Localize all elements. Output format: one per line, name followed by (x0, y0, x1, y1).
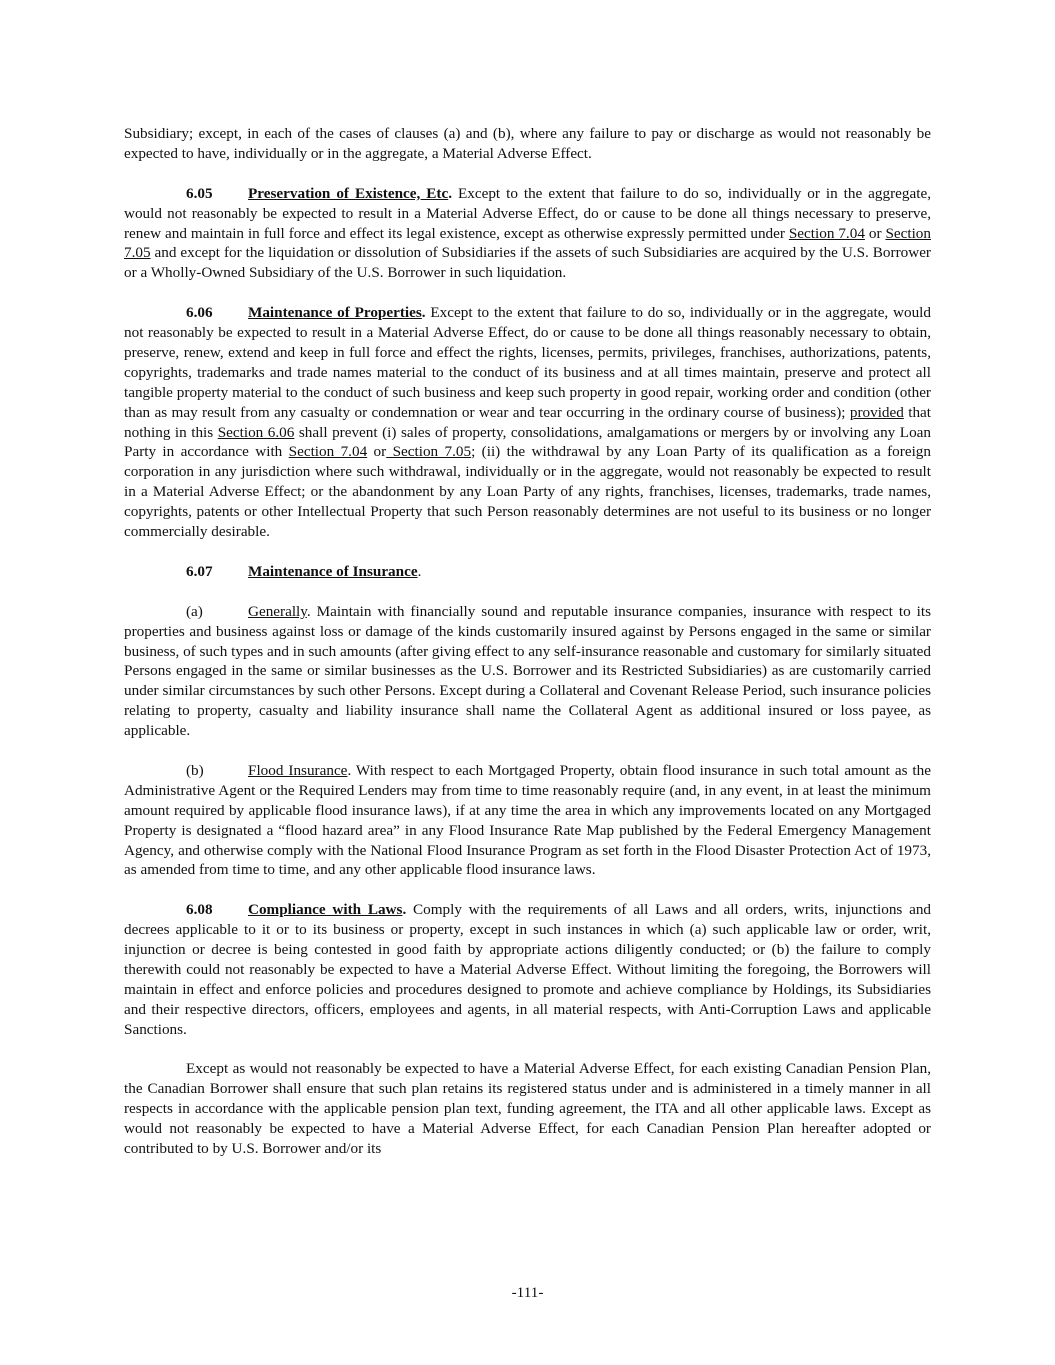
clause-heading: Generally (248, 602, 307, 620)
section-6-05 (124, 184, 931, 284)
clause-a-generally (124, 602, 931, 741)
body-text: Except to the extent that failure to do so, individually or in the aggregate, would not reasonably be expected to result in a Material Adverse Effect, do or cause to be done all things necessary to preserve, renew and maintain in full force and effect its legal existence, except as otherwise expressly permitted under (124, 184, 931, 242)
body-text: and except for the liquidation or dissolution of Subsidiaries if the assets of such Subsidiaries are acquired by the U.S. Borrower or a Wholly-Owned Subsidiary of the U.S. Borrower in such liquidation. (124, 244, 931, 282)
section-6-06 (124, 303, 931, 542)
section-heading: Preservation of Existence, Etc (248, 184, 449, 202)
clause-label: (b) (186, 761, 204, 779)
body-text: Comply with the requirements of all Laws and all orders, writs, injunctions and decrees applicable to it or to its business or property, except in such instances in which (a) such applicable law or order, writ, injunction or decree is being contested in good faith by appropriate actions diligently conducted; or (b) the failure to comply therewith could not reasonably be expected to have a Material Adverse Effect. Without limiting the foregoing, the Borrowers will maintain in effect and enforce policies and procedures designed to promote and achieve compliance by Holdings, its Subsidiaries and their respective directors, officers, employees and agents, in all material respects, with Anti-Corruption Laws and applicable Sanctions. (124, 901, 932, 1038)
body-text: that nothing in this (124, 403, 932, 441)
section-reference: Section 7.05 (124, 224, 931, 262)
section-number: 6.07 (186, 562, 213, 580)
page-number: -111- (511, 1284, 544, 1301)
body-text: . With respect to each Mortgaged Property, obtain flood insurance in such total amount as the Administrative Agent or the Required Lenders may from time to time reasonably require (and, in any event, in at least the minimum amount required by applicable flood insurance laws), if at any time the area in which any improvements located on any Mortgaged Property is designated a “flood hazard area” in any Flood Insurance Rate Map published by the Federal Emergency Management Agency, and otherwise comply with the National Flood Insurance Program as set forth in the Flood Disaster Protection Act of 1973, as amended from time to time, and any other applicable flood insurance laws. (124, 761, 931, 879)
heading-period: . (417, 562, 422, 580)
section-heading: Maintenance of Properties (248, 304, 422, 322)
body-text: or (367, 443, 387, 461)
section-6-07 (124, 562, 931, 582)
body-text: ; (ii) the withdrawal by any Loan Party of its qualification as a foreign corporation in any jurisdiction where such withdrawal, individually or in the aggregate, would not reasonably be expected to result in a Material Adverse Effect; or the abandonment by any Loan Party of any rights, franchises, licenses, trademarks, trade names, copyrights, patents or other Intellectual Property that such Person reasonably determines are not useful to its business or no longer commercially desirable. (124, 443, 931, 541)
body-text: . Maintain with financially sound and reputable insurance companies, insurance with respect to its properties and business against loss or damage of the kinds customarily insured against by Persons engaged in the same or similar business, of such types and in such amounts (after giving effect to any self-insurance reasonable and customary for similarly situated Persons engaged in the same or similar businesses as the U.S. Borrower and its Restricted Subsidiaries) as are customarily carried under similar circumstances by such other Persons. Except during a Collateral and Covenant Release Period, such insurance policies relating to property, casualty and liability insurance shall name the Collateral Agent as additional insured or loss payee, as applicable. (124, 602, 931, 740)
section-6-08 (124, 900, 931, 1039)
clause-heading: Flood Insurance (248, 761, 348, 779)
provided-term: provided (849, 403, 904, 421)
clause-label: (a) (186, 602, 203, 620)
section-number: 6.05 (186, 184, 213, 202)
section-reference: Section 7.04 (288, 443, 368, 461)
section-heading: Compliance with Laws (248, 901, 403, 919)
section-heading: Maintenance of Insurance (248, 562, 418, 580)
body-text: or (864, 224, 886, 242)
section-reference: Section 7.05 (386, 443, 472, 461)
section-reference: Section 7.04 (788, 224, 865, 242)
section-reference: Section 6.06 (217, 423, 295, 441)
pension-paragraph: Except as would not reasonably be expected to have a Material Adverse Effect, for each existing Canadian Pension Plan, the Canadian Borrower shall ensure that such plan retains its registered status under and is administered in a timely manner in all respects in accordance with the applicable pension plan text, funding agreement, the ITA and all other applicable laws. Except as would not reasonably be expected to have a Material Adverse Effect, for each Canadian Pension Plan hereafter adopted or contributed to by U.S. Borrower and/or its (124, 1060, 931, 1158)
heading-period: . (421, 304, 426, 322)
clause-b-flood-insurance (124, 761, 931, 880)
section-number: 6.06 (186, 304, 213, 322)
document-page (124, 124, 931, 1179)
heading-period: . (402, 901, 407, 919)
section-number: 6.08 (186, 901, 213, 919)
intro-paragraph: Subsidiary; except, in each of the cases of clauses (a) and (b), where any failure to pay or discharge as would not reasonably be expected to have, individually or in the aggregate, a Material Adverse Effect. (124, 125, 931, 162)
heading-period: . (448, 184, 453, 202)
body-text: shall prevent (i) sales of property, consolidations, amalgamations or mergers by or involving any Loan Party in accordance with (124, 423, 931, 461)
body-text: Except to the extent that failure to do so, individually or in the aggregate, would not reasonably be expected to result in a Material Adverse Effect, do or cause to be done all things reasonably necessary to obtain, preserve, renew, extend and keep in full force and effect the rights, licenses, permits, privileges, franchises, authorizations, patents, copyrights, trademarks and trade names material to the conduct of its business and at all times maintain, preserve and protect all tangible property material to the conduct of such business and keep such property in good repair, working order and condition (other than as may result from any casualty or condemnation or wear and tear occurring in the ordinary course of business); (124, 304, 931, 421)
